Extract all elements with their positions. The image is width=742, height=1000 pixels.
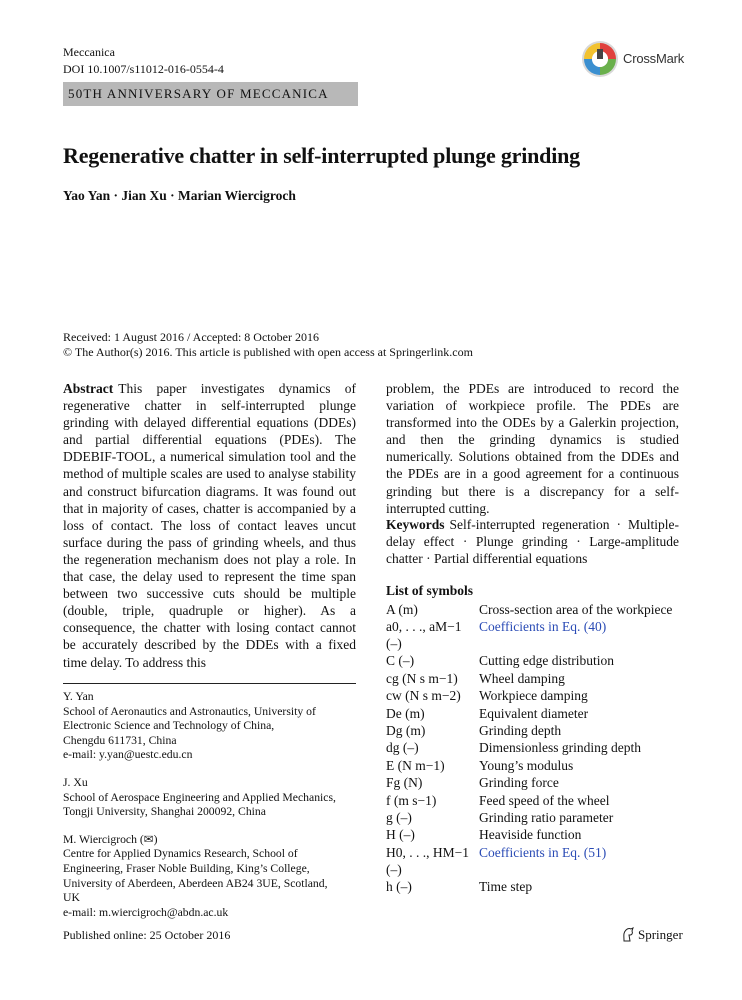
symbol-row — [386, 826, 679, 843]
abstract-label: Abstract — [63, 381, 114, 396]
symbol-desc: Workpiece damping — [479, 688, 588, 704]
crossmark-label: CrossMark — [623, 51, 685, 66]
abstract-text-right: problem, the PDEs are introduced to record the variation of workpiece profile. The PDEs are transformed into the ODEs by a Galerkin projection, and then the grinding dynamics is studied numerically. Solutions obtained from the DDEs and the PDEs are in a good agreement for a continuous grinding but there is a discrepancy for a self-interrupted cutting. — [386, 381, 679, 516]
license-note: © The Author(s) 2016. This article is published with open access at Springerlink.com — [63, 345, 473, 359]
symbol-desc: Grinding depth — [479, 722, 562, 738]
author-list: Yao Yan · Jian Xu · Marian Wiercigroch — [63, 188, 296, 203]
paper-title: Regenerative chatter in self-interrupted plunge grinding — [63, 143, 580, 168]
abstract-right — [386, 380, 679, 517]
symbol-desc: Grinding ratio parameter — [479, 809, 614, 825]
symbol-row — [386, 652, 679, 669]
symbol-desc[interactable]: Coefficients in Eq. (51) — [479, 844, 607, 860]
symbol-row — [386, 809, 679, 826]
affiliation-line: School of Aerospace Engineering and Applied Mechanics, — [63, 790, 336, 804]
footnote-divider — [63, 683, 356, 684]
symbol-desc: Heaviside function — [479, 827, 582, 843]
symbol: H0, . . ., HM−1 (–) — [386, 844, 469, 877]
symbol: g (–) — [386, 809, 412, 825]
symbol: dg (–) — [386, 740, 419, 756]
published-date: Published online: 25 October 2016 — [63, 928, 231, 942]
abstract-left — [63, 380, 356, 671]
received-accepted: Received: 1 August 2016 / Accepted: 8 October 2016 — [63, 330, 319, 344]
affiliation-line: University of Aberdeen, Aberdeen AB24 3UE, Scotland, — [63, 876, 328, 890]
affiliation-wiercigroch — [63, 833, 356, 921]
symbol: De (m) — [386, 705, 425, 721]
symbol: E (N m−1) — [386, 757, 445, 773]
symbol-row — [386, 618, 679, 652]
crossmark-icon — [581, 40, 619, 78]
keywords-label: Keywords — [386, 517, 445, 532]
affiliation-name: Y. Yan — [63, 690, 94, 703]
springer-brand — [621, 927, 683, 943]
affiliation-line: Centre for Applied Dynamics Research, School of — [63, 847, 298, 861]
symbol-desc: Cutting edge distribution — [479, 653, 614, 669]
symbol-desc: Equivalent diameter — [479, 705, 589, 721]
symbol: Fg (N) — [386, 775, 423, 791]
symbol-desc: Time step — [479, 878, 533, 894]
crossmark-badge[interactable] — [581, 40, 691, 78]
anniversary-banner: 50TH ANNIVERSARY OF MECCANICA — [63, 82, 358, 106]
dates-block — [63, 330, 473, 360]
symbol-row — [386, 878, 679, 895]
symbol: f (m s−1) — [386, 792, 437, 808]
symbol-row — [386, 687, 679, 704]
springer-horse-icon — [621, 927, 635, 942]
symbol-desc: Cross-section area of the workpiece — [479, 602, 673, 617]
symbol: h (–) — [386, 878, 412, 894]
affiliation-line: School of Aeronautics and Astronautics, University of — [63, 704, 316, 718]
symbol-row — [386, 601, 679, 618]
affiliation-name: M. Wiercigroch (✉) — [63, 832, 158, 846]
affiliation-line: Electronic Science and Technology of China, — [63, 719, 275, 733]
symbol-row — [386, 670, 679, 687]
affiliation-yan — [63, 690, 356, 763]
journal-name: Meccanica — [63, 45, 115, 59]
symbol-row — [386, 844, 679, 878]
symbols-title: List of symbols — [386, 583, 474, 598]
symbol-desc: Young’s modulus — [479, 757, 574, 773]
symbol-row — [386, 757, 679, 774]
symbol-desc: Feed speed of the wheel — [479, 792, 610, 808]
symbol: H (–) — [386, 827, 415, 843]
doi[interactable]: DOI 10.1007/s11012-016-0554-4 — [63, 62, 224, 76]
affiliation-line: Tongji University, Shanghai 200092, China — [63, 805, 266, 819]
symbol-desc[interactable]: Coefficients in Eq. (40) — [479, 619, 607, 635]
symbol-desc: Dimensionless grinding depth — [479, 740, 641, 756]
symbol-row — [386, 705, 679, 722]
abstract-text-left: This paper investigates dynamics of regenerative chatter in self-interrupted plunge grinding with delayed differential equations (DDEs) and partial differential equations (PDEs). The DDEBIF-TOOL, a numerical simulation tool and the method of multiple scales are used to analyse stability and construct bifurcation diagrams. It was found out that in majority of cases, chatter is accompanied by a loss of contact. The loss of contact leaves uncut surface during the pass of grinding wheels, and thus the regeneration mechanism does not play a role. In that case, the delay used to represent the time span between two successive cuts should be multiple (double, triple, quadruple or higher). As a consequence, the chatter with losing contact cannot be accurately described by the DDEs with a fixed time delay. To address this — [63, 381, 356, 670]
symbol-row — [386, 792, 679, 809]
email-link[interactable]: e-mail: y.yan@uestc.edu.cn — [63, 748, 193, 762]
symbol: A (m) — [386, 602, 418, 617]
journal-header — [63, 44, 224, 78]
affiliation-name: J. Xu — [63, 775, 88, 789]
affiliation-line: Chengdu 611731, China — [63, 733, 177, 747]
affiliations — [63, 690, 356, 933]
symbol-row — [386, 722, 679, 739]
symbol: C (–) — [386, 653, 415, 669]
symbol-row — [386, 774, 679, 791]
affiliation-line: UK — [63, 891, 80, 905]
email-link[interactable]: e-mail: m.wiercigroch@abdn.ac.uk — [63, 905, 229, 919]
keywords-text: Self-interrupted regeneration · Multiple-delay effect · Plunge grinding · Large-amplitude chatter · Partial differential equations — [386, 517, 679, 567]
symbol-desc: Wheel damping — [479, 670, 565, 686]
symbol: cg (N s m−1) — [386, 670, 458, 686]
affiliation-line: Engineering, Fraser Noble Building, King’s College, — [63, 861, 310, 875]
symbol: cw (N s m−2) — [386, 688, 461, 704]
affiliation-xu — [63, 776, 356, 820]
symbols-table — [386, 601, 679, 895]
publisher-name: Springer — [638, 927, 683, 942]
symbol-desc: Grinding force — [479, 775, 559, 791]
symbol: a0, . . ., aM−1 (–) — [386, 619, 462, 652]
symbol: Dg (m) — [386, 722, 426, 738]
keywords — [386, 516, 679, 567]
symbol-row — [386, 739, 679, 756]
